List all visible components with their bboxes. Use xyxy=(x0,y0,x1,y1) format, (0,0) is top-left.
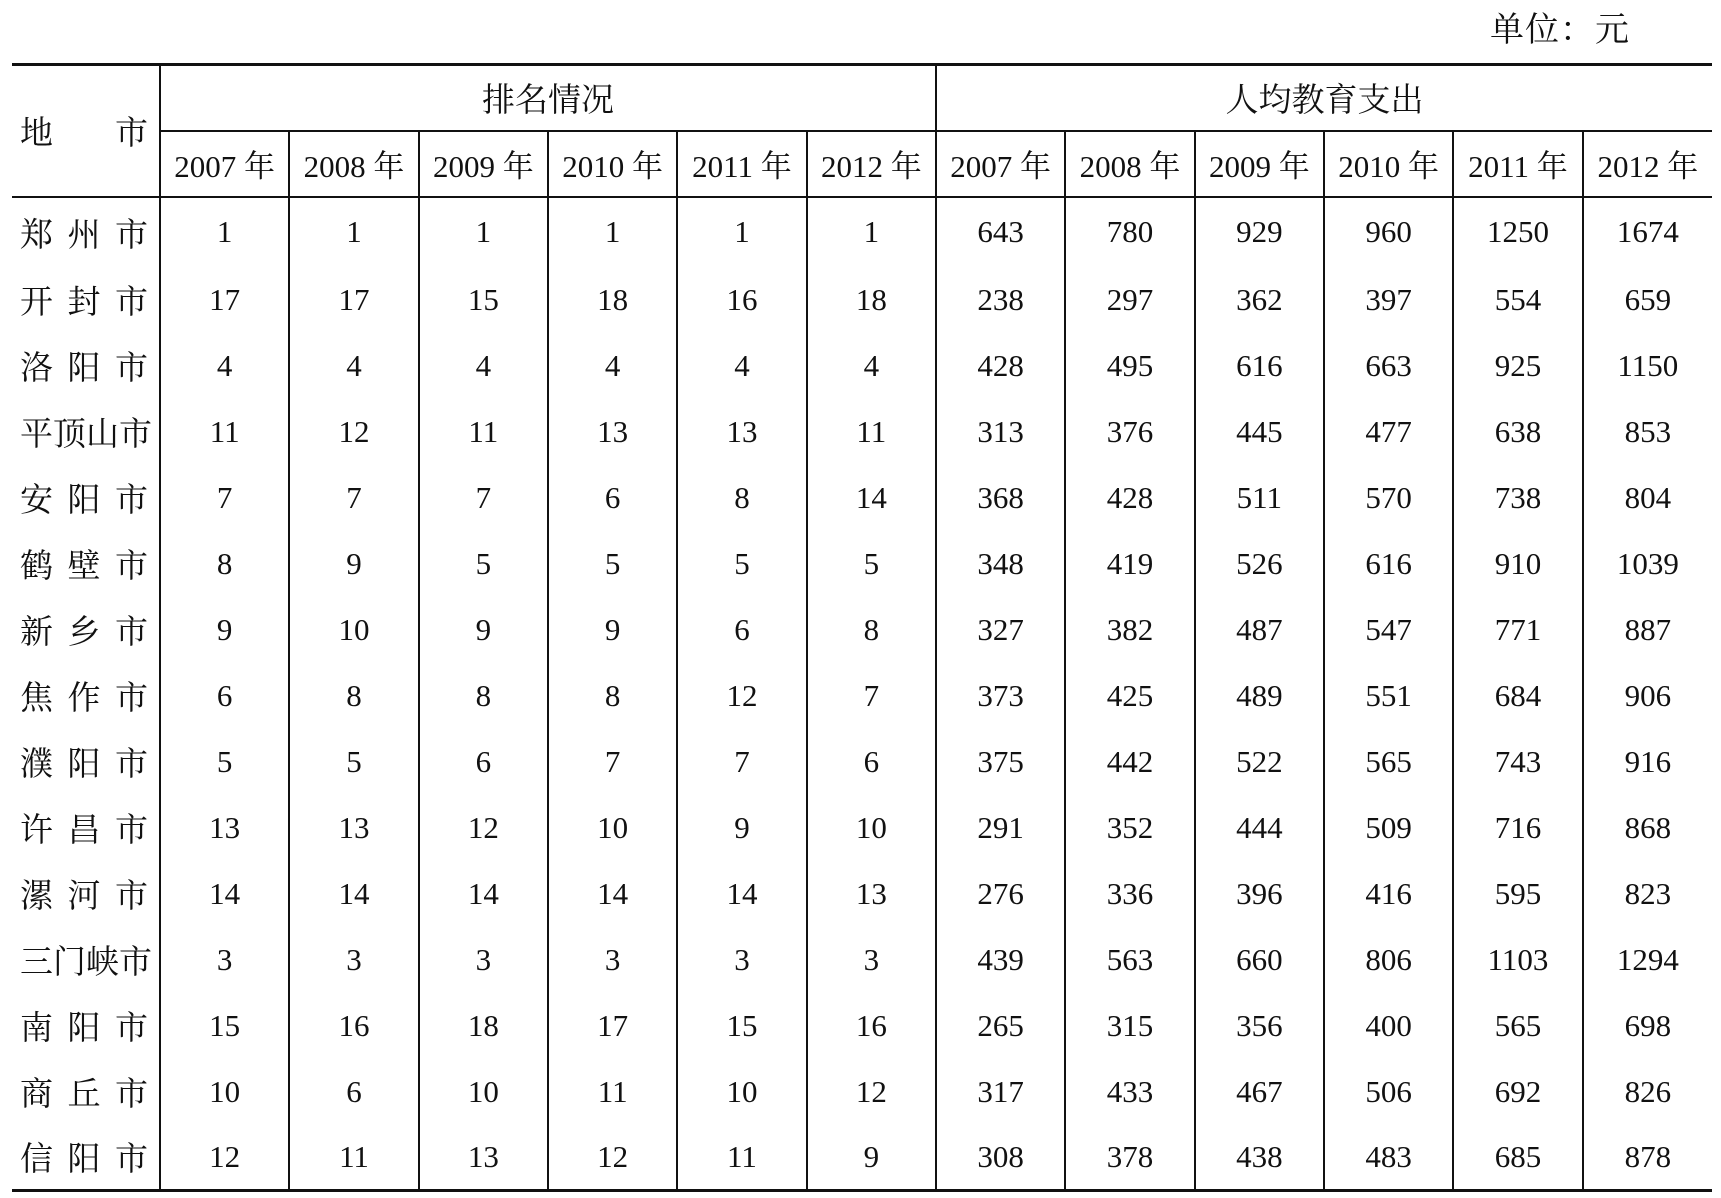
expenditure-cell: 467 xyxy=(1195,1059,1324,1125)
rank-cell: 4 xyxy=(807,333,936,399)
expenditure-cell: 356 xyxy=(1195,993,1324,1059)
expenditure-cell: 780 xyxy=(1065,197,1194,267)
expenditure-cell: 400 xyxy=(1324,993,1453,1059)
expenditure-cell: 313 xyxy=(936,399,1065,465)
rank-cell: 1 xyxy=(548,197,677,267)
rank-cell: 5 xyxy=(807,531,936,597)
expenditure-cell: 925 xyxy=(1453,333,1582,399)
rank-cell: 7 xyxy=(677,729,806,795)
rank-cell: 12 xyxy=(289,399,418,465)
table-row xyxy=(12,927,1712,993)
year-header-exp: 2011 年 xyxy=(1453,131,1582,197)
rank-cell: 9 xyxy=(160,597,289,663)
city-name: 鹤 壁 市 xyxy=(20,549,148,585)
expenditure-cell: 477 xyxy=(1324,399,1453,465)
rank-cell: 8 xyxy=(807,597,936,663)
expenditure-cell: 1039 xyxy=(1583,531,1712,597)
rank-cell: 7 xyxy=(289,465,418,531)
expenditure-cell: 906 xyxy=(1583,663,1712,729)
city-name: 郑 州 市 xyxy=(20,217,148,254)
city-name: 商 丘 市 xyxy=(20,1077,148,1113)
rank-cell: 5 xyxy=(289,729,418,795)
expenditure-cell: 771 xyxy=(1453,597,1582,663)
expenditure-cell: 638 xyxy=(1453,399,1582,465)
expenditure-cell: 685 xyxy=(1453,1125,1582,1191)
rank-cell: 6 xyxy=(548,465,677,531)
expenditure-cell: 643 xyxy=(936,197,1065,267)
expenditure-cell: 506 xyxy=(1324,1059,1453,1125)
rank-cell: 5 xyxy=(548,531,677,597)
city-name: 漯 河 市 xyxy=(20,879,148,915)
expenditure-cell: 238 xyxy=(936,267,1065,333)
corner-label-part: 市 xyxy=(115,116,148,153)
expenditure-cell: 489 xyxy=(1195,663,1324,729)
rank-cell: 14 xyxy=(289,861,418,927)
rank-cell: 18 xyxy=(419,993,548,1059)
expenditure-cell: 868 xyxy=(1583,795,1712,861)
city-name: 焦 作 市 xyxy=(20,681,148,717)
year-header-rank: 2012 年 xyxy=(807,131,936,197)
rank-cell: 3 xyxy=(289,927,418,993)
expenditure-cell: 910 xyxy=(1453,531,1582,597)
year-header-exp: 2012 年 xyxy=(1583,131,1712,197)
expenditure-cell: 565 xyxy=(1324,729,1453,795)
expenditure-cell: 348 xyxy=(936,531,1065,597)
rank-cell: 9 xyxy=(677,795,806,861)
expenditure-cell: 698 xyxy=(1583,993,1712,1059)
expenditure-cell: 743 xyxy=(1453,729,1582,795)
expenditure-cell: 297 xyxy=(1065,267,1194,333)
year-header-rank: 2008 年 xyxy=(289,131,418,197)
city-name: 洛 阳 市 xyxy=(20,351,148,387)
city-name: 濮 阳 市 xyxy=(20,747,148,783)
expenditure-cell: 595 xyxy=(1453,861,1582,927)
year-header-rank: 2007 年 xyxy=(160,131,289,197)
rank-cell: 7 xyxy=(160,465,289,531)
rank-cell: 6 xyxy=(677,597,806,663)
expenditure-cell: 317 xyxy=(936,1059,1065,1125)
expenditure-cell: 878 xyxy=(1583,1125,1712,1191)
expenditure-cell: 716 xyxy=(1453,795,1582,861)
expenditure-cell: 419 xyxy=(1065,531,1194,597)
table-row xyxy=(12,531,1712,597)
rank-cell: 1 xyxy=(807,197,936,267)
expenditure-cell: 483 xyxy=(1324,1125,1453,1191)
rank-cell: 8 xyxy=(419,663,548,729)
rank-cell: 4 xyxy=(677,333,806,399)
rank-cell: 4 xyxy=(419,333,548,399)
table-row xyxy=(12,729,1712,795)
expenditure-cell: 373 xyxy=(936,663,1065,729)
table-row xyxy=(12,399,1712,465)
expenditure-cell: 823 xyxy=(1583,861,1712,927)
corner-label-part: 地 xyxy=(20,116,53,153)
expenditure-cell: 327 xyxy=(936,597,1065,663)
year-header-rank: 2010 年 xyxy=(548,131,677,197)
expenditure-cell: 362 xyxy=(1195,267,1324,333)
expenditure-cell: 804 xyxy=(1583,465,1712,531)
rank-cell: 18 xyxy=(807,267,936,333)
expenditure-cell: 428 xyxy=(936,333,1065,399)
expenditure-cell: 1294 xyxy=(1583,927,1712,993)
expenditure-cell: 291 xyxy=(936,795,1065,861)
rank-cell: 13 xyxy=(160,795,289,861)
expenditure-cell: 887 xyxy=(1583,597,1712,663)
expenditure-cell: 660 xyxy=(1195,927,1324,993)
expenditure-cell: 439 xyxy=(936,927,1065,993)
rank-cell: 5 xyxy=(160,729,289,795)
expenditure-cell: 1674 xyxy=(1583,197,1712,267)
city-name: 安 阳 市 xyxy=(20,483,148,519)
rank-cell: 11 xyxy=(160,399,289,465)
rank-cell: 14 xyxy=(419,861,548,927)
rank-cell: 12 xyxy=(160,1125,289,1191)
expenditure-cell: 1150 xyxy=(1583,333,1712,399)
expenditure-cell: 428 xyxy=(1065,465,1194,531)
header-row-years xyxy=(12,131,1712,197)
expenditure-cell: 396 xyxy=(1195,861,1324,927)
rank-cell: 16 xyxy=(807,993,936,1059)
corner-header xyxy=(12,65,160,197)
rank-cell: 11 xyxy=(677,1125,806,1191)
rank-cell: 9 xyxy=(289,531,418,597)
rank-cell: 11 xyxy=(419,399,548,465)
rank-cell: 3 xyxy=(419,927,548,993)
rank-cell: 15 xyxy=(677,993,806,1059)
rank-cell: 14 xyxy=(160,861,289,927)
rank-cell: 4 xyxy=(289,333,418,399)
rank-cell: 7 xyxy=(548,729,677,795)
expenditure-cell: 826 xyxy=(1583,1059,1712,1125)
rank-cell: 3 xyxy=(677,927,806,993)
rank-cell: 14 xyxy=(807,465,936,531)
rank-cell: 8 xyxy=(677,465,806,531)
rank-cell: 1 xyxy=(289,197,418,267)
year-header-exp: 2007 年 xyxy=(936,131,1065,197)
expenditure-cell: 442 xyxy=(1065,729,1194,795)
year-header-exp: 2009 年 xyxy=(1195,131,1324,197)
rank-cell: 3 xyxy=(807,927,936,993)
rank-cell: 14 xyxy=(677,861,806,927)
table-row xyxy=(12,1125,1712,1191)
rank-cell: 11 xyxy=(548,1059,677,1125)
expenditure-cell: 929 xyxy=(1195,197,1324,267)
rank-cell: 7 xyxy=(419,465,548,531)
expenditure-cell: 692 xyxy=(1453,1059,1582,1125)
expenditure-cell: 416 xyxy=(1324,861,1453,927)
rank-cell: 7 xyxy=(807,663,936,729)
rank-cell: 12 xyxy=(807,1059,936,1125)
rank-cell: 18 xyxy=(548,267,677,333)
city-name: 新 乡 市 xyxy=(20,615,148,651)
rank-cell: 3 xyxy=(548,927,677,993)
rank-cell: 1 xyxy=(419,197,548,267)
group-header-expenditure: 人均教育支出 xyxy=(936,65,1712,131)
rank-cell: 10 xyxy=(160,1059,289,1125)
rank-cell: 13 xyxy=(419,1125,548,1191)
rank-cell: 9 xyxy=(807,1125,936,1191)
expenditure-cell: 397 xyxy=(1324,267,1453,333)
rank-cell: 4 xyxy=(160,333,289,399)
expenditure-cell: 315 xyxy=(1065,993,1194,1059)
unit-label: 单位：元 xyxy=(1490,12,1630,49)
expenditure-cell: 487 xyxy=(1195,597,1324,663)
city-name: 南 阳 市 xyxy=(20,1011,148,1047)
year-header-exp: 2008 年 xyxy=(1065,131,1194,197)
data-table xyxy=(12,63,1712,1192)
rank-cell: 6 xyxy=(289,1059,418,1125)
rank-cell: 13 xyxy=(548,399,677,465)
table-row xyxy=(12,465,1712,531)
expenditure-cell: 616 xyxy=(1195,333,1324,399)
expenditure-cell: 368 xyxy=(936,465,1065,531)
rank-cell: 8 xyxy=(289,663,418,729)
rank-cell: 12 xyxy=(677,663,806,729)
expenditure-cell: 659 xyxy=(1583,267,1712,333)
rank-cell: 16 xyxy=(677,267,806,333)
table-row xyxy=(12,333,1712,399)
rank-cell: 3 xyxy=(160,927,289,993)
expenditure-cell: 684 xyxy=(1453,663,1582,729)
rank-cell: 6 xyxy=(419,729,548,795)
rank-cell: 16 xyxy=(289,993,418,1059)
expenditure-cell: 1103 xyxy=(1453,927,1582,993)
expenditure-cell: 438 xyxy=(1195,1125,1324,1191)
expenditure-cell: 276 xyxy=(936,861,1065,927)
expenditure-cell: 663 xyxy=(1324,333,1453,399)
expenditure-cell: 495 xyxy=(1065,333,1194,399)
rank-cell: 10 xyxy=(419,1059,548,1125)
rank-cell: 14 xyxy=(548,861,677,927)
rank-cell: 13 xyxy=(289,795,418,861)
rank-cell: 12 xyxy=(419,795,548,861)
city-name: 开 封 市 xyxy=(20,285,148,321)
table-body xyxy=(12,197,1712,1191)
rank-cell: 12 xyxy=(548,1125,677,1191)
header-row-groups xyxy=(12,65,1712,131)
rank-cell: 10 xyxy=(807,795,936,861)
expenditure-cell: 522 xyxy=(1195,729,1324,795)
rank-cell: 10 xyxy=(677,1059,806,1125)
rank-cell: 11 xyxy=(289,1125,418,1191)
expenditure-cell: 570 xyxy=(1324,465,1453,531)
year-header-rank: 2011 年 xyxy=(677,131,806,197)
expenditure-cell: 853 xyxy=(1583,399,1712,465)
rank-cell: 17 xyxy=(289,267,418,333)
expenditure-cell: 563 xyxy=(1065,927,1194,993)
expenditure-cell: 547 xyxy=(1324,597,1453,663)
rank-cell: 13 xyxy=(677,399,806,465)
group-header-rank: 排名情况 xyxy=(160,65,936,131)
city-name: 三 门 峡 市 xyxy=(20,945,152,981)
table-row xyxy=(12,267,1712,333)
rank-cell: 11 xyxy=(807,399,936,465)
rank-cell: 4 xyxy=(548,333,677,399)
year-header-exp: 2010 年 xyxy=(1324,131,1453,197)
city-name: 信 阳 市 xyxy=(20,1142,148,1179)
rank-cell: 17 xyxy=(160,267,289,333)
table-row xyxy=(12,1059,1712,1125)
rank-cell: 15 xyxy=(419,267,548,333)
expenditure-cell: 445 xyxy=(1195,399,1324,465)
expenditure-cell: 382 xyxy=(1065,597,1194,663)
expenditure-cell: 376 xyxy=(1065,399,1194,465)
expenditure-cell: 509 xyxy=(1324,795,1453,861)
expenditure-cell: 375 xyxy=(936,729,1065,795)
expenditure-cell: 526 xyxy=(1195,531,1324,597)
rank-cell: 6 xyxy=(160,663,289,729)
table-row xyxy=(12,861,1712,927)
rank-cell: 13 xyxy=(807,861,936,927)
rank-cell: 6 xyxy=(807,729,936,795)
city-name: 许 昌 市 xyxy=(20,813,148,849)
expenditure-cell: 336 xyxy=(1065,861,1194,927)
table-row xyxy=(12,993,1712,1059)
rank-cell: 5 xyxy=(677,531,806,597)
expenditure-cell: 444 xyxy=(1195,795,1324,861)
table-row xyxy=(12,663,1712,729)
expenditure-cell: 960 xyxy=(1324,197,1453,267)
expenditure-cell: 916 xyxy=(1583,729,1712,795)
expenditure-cell: 308 xyxy=(936,1125,1065,1191)
city-name: 平 顶 山 市 xyxy=(20,417,152,453)
rank-cell: 15 xyxy=(160,993,289,1059)
rank-cell: 8 xyxy=(160,531,289,597)
table-row xyxy=(12,597,1712,663)
expenditure-cell: 565 xyxy=(1453,993,1582,1059)
expenditure-cell: 378 xyxy=(1065,1125,1194,1191)
rank-cell: 10 xyxy=(289,597,418,663)
expenditure-cell: 806 xyxy=(1324,927,1453,993)
expenditure-cell: 738 xyxy=(1453,465,1582,531)
rank-cell: 1 xyxy=(160,197,289,267)
expenditure-cell: 352 xyxy=(1065,795,1194,861)
expenditure-cell: 433 xyxy=(1065,1059,1194,1125)
expenditure-cell: 425 xyxy=(1065,663,1194,729)
rank-cell: 1 xyxy=(677,197,806,267)
rank-cell: 17 xyxy=(548,993,677,1059)
table-row xyxy=(12,795,1712,861)
expenditure-cell: 1250 xyxy=(1453,197,1582,267)
rank-cell: 9 xyxy=(419,597,548,663)
rank-cell: 10 xyxy=(548,795,677,861)
year-header-rank: 2009 年 xyxy=(419,131,548,197)
expenditure-cell: 616 xyxy=(1324,531,1453,597)
expenditure-cell: 554 xyxy=(1453,267,1582,333)
expenditure-cell: 265 xyxy=(936,993,1065,1059)
rank-cell: 5 xyxy=(419,531,548,597)
expenditure-cell: 551 xyxy=(1324,663,1453,729)
rank-cell: 9 xyxy=(548,597,677,663)
expenditure-cell: 511 xyxy=(1195,465,1324,531)
table-row xyxy=(12,197,1712,267)
rank-cell: 8 xyxy=(548,663,677,729)
